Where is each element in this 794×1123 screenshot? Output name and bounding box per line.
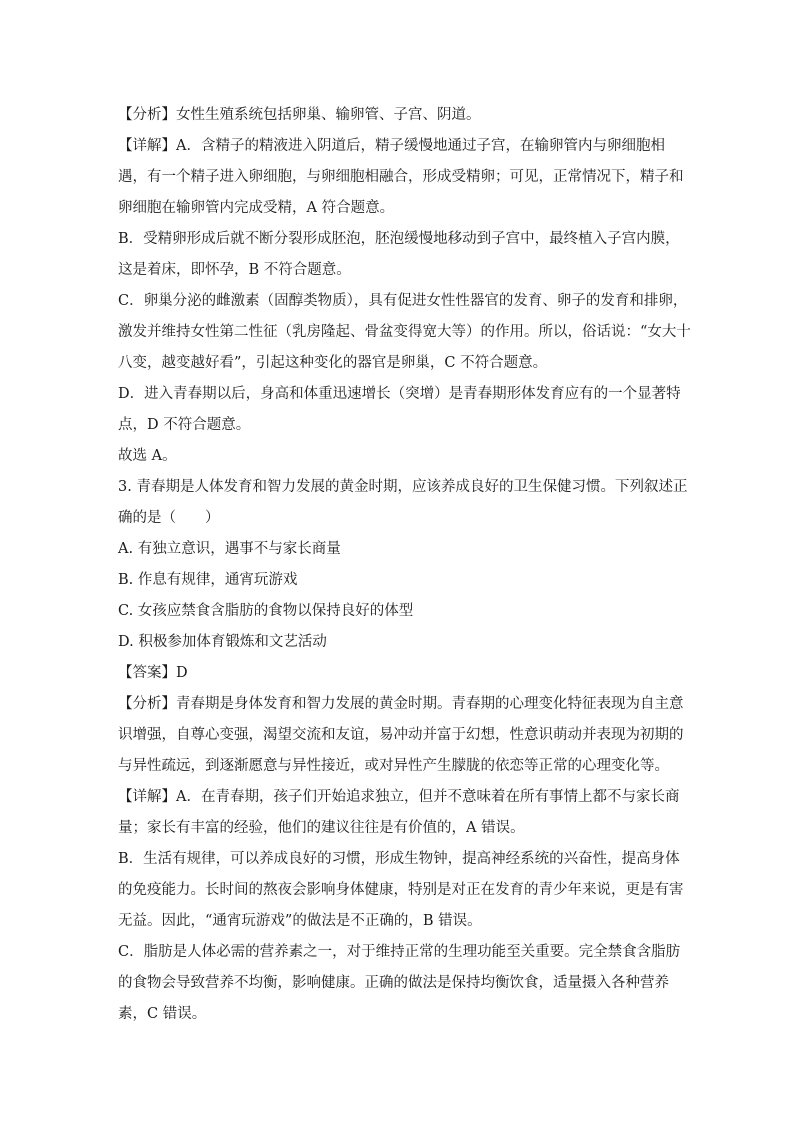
text-line: B．受精卵形成后就不断分裂形成胚泡，胚泡缓慢地移动到子宫中，最终植入子宫内膜， [118,231,680,247]
text-line: 素，C 错误。 [118,1006,207,1022]
answer-q3 [118,658,678,689]
text-line: A. 有独立意识，遇事不与家长商量 [118,541,341,557]
text-line: D．进入青春期以后，身高和体重迅速增长（突增）是青春期形体发育应有的一个显著特 [118,386,681,402]
answer-choice-q2 [118,441,678,472]
text-line: 这是着床，即怀孕，B 不符合题意。 [118,262,351,278]
text-line: 【详解】A．含精子的精液进入阴道后，精子缓慢地通过子宫，在输卵管内与卵细胞相 [118,138,665,154]
text-line: 【分析】青春期是身体发育和智力发展的黄金时期。青春期的心理变化特征表现为自主意 [118,696,684,712]
explanation-b-q3 [118,844,684,937]
text-line: 激发并维持女性第二性征（乳房隆起、骨盆变得宽大等）的作用。所以，俗话说：“女大十 [118,324,691,340]
text-line: 卵细胞在输卵管内完成受精，A 符合题意。 [118,200,395,216]
text-line: 【详解】A．在青春期，孩子们开始追求独立，但并不意味着在所有事情上都不与家长商 [118,789,680,805]
text-line: 故选 A。 [118,448,177,464]
text-line: 的免疫能力。长时间的熬夜会影响身体健康，特别是对正在发育的青少年来说，更是有害 [118,882,684,898]
text-line: 识增强，自尊心变强，渴望交流和友谊，易冲动并富于幻想，性意识萌动并表现为初期的 [118,727,684,743]
text-line: B．生活有规律，可以养成良好的习惯，形成生物钟，提高神经系统的兴奋性，提高身体 [118,851,680,867]
text-line: C．卵巢分泌的雌激素（固醇类物质），具有促进女性性器官的发育、卵子的发育和排卵， [118,293,688,309]
explanation-b-q2 [118,224,678,286]
text-line: 的食物会导致营养不均衡，影响健康。正确的做法是保持均衡饮食，适量摄入各种营养 [118,975,669,991]
explanation-c-q3 [118,937,681,1030]
text-line: B. 作息有规律，通宵玩游戏 [118,572,298,588]
text-line: 量；家长有丰富的经验，他们的建议往往是有价值的，A 错误。 [118,820,525,836]
option-b [118,565,678,596]
document-body [118,100,691,1030]
text-line: 无益。因此，“通宵玩游戏”的做法是不正确的，B 错误。 [118,913,482,929]
text-line: C．脂肪是人体必需的营养素之一，对于维持正常的生理功能至关重要。完全禁食含脂肪 [118,944,681,960]
option-d [118,627,678,658]
analysis-paragraph-q2 [118,100,678,131]
text-line: 遇，有一个精子进入卵细胞，与卵细胞相融合，形成受精卵；可见，正常情况下，精子和 [118,169,684,185]
explanation-d-q2 [118,379,681,441]
analysis-paragraph-q3 [118,689,684,782]
text-line: 【分析】女性生殖系统包括卵巢、输卵管、子宫、阴道。 [118,107,481,123]
text-line: 八变，越变越好看”，引起这种变化的器官是卵巢，C 不符合题意。 [118,355,548,371]
explanation-a-q2 [118,131,684,224]
explanation-a-q3 [118,782,678,844]
option-c [118,596,678,627]
text-line: 点，D 不符合题意。 [118,417,251,433]
text-line: D. 积极参加体育锻炼和文艺活动 [118,634,327,650]
text-line: 与异性疏远，到逐渐愿意与异性接近，或对异性产生朦胧的依恋等正常的心理变化等。 [118,758,669,774]
text-line: C. 女孩应禁食含脂肪的食物以保持良好的体型 [118,603,414,619]
option-a [118,534,678,565]
text-line: 3. 青春期是人体发育和智力发展的黄金时期，应该养成良好的卫生保健习惯。下列叙述正 [118,479,688,495]
question-3-stem [118,472,688,534]
text-line: 【答案】D [118,665,188,681]
explanation-c-q2 [118,286,691,379]
text-line: 确的是（ ） [118,510,220,526]
